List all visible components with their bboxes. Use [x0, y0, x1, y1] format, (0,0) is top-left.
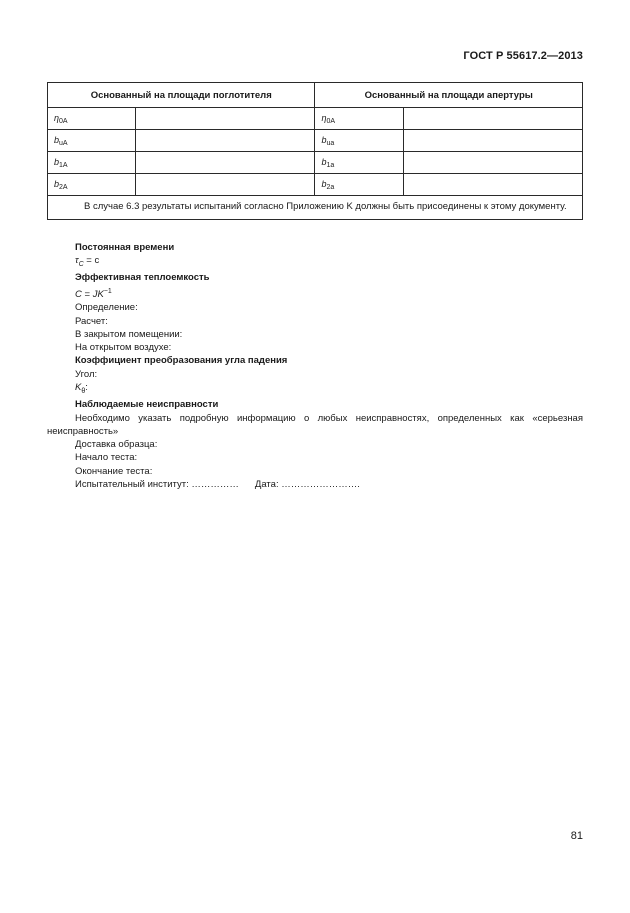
delivery-label: Доставка образца: — [75, 439, 158, 451]
page-number: 81 — [570, 830, 583, 842]
absorber-symbol-cell: $b_{2A}$ — [48, 174, 136, 196]
date-label: Дата: ……………………. — [254, 478, 360, 490]
test-end-label: Окончание теста: — [75, 465, 153, 477]
time-constant-heading: Постоянная времени — [75, 242, 175, 253]
aperture-value-cell — [403, 152, 582, 174]
table-note-text: В случае 6.3 результаты испытаний согласно Приложению K должны быть присоединены к этому документу. — [84, 201, 567, 212]
absorber-value-cell — [136, 108, 315, 130]
k-theta-label: $K_\theta$: — [75, 382, 88, 395]
test-start-label: Начало теста: — [75, 452, 138, 464]
aperture-symbol-cell: $\eta_{0A}$ — [315, 108, 403, 130]
aperture-area-column-header: Основанный на площади апертуры — [315, 83, 583, 108]
table-row — [48, 152, 583, 174]
document-standard-header: ГОСТ Р 55617.2—2013 — [463, 50, 583, 62]
heat-capacity-formula: $C = JK^{-1}$ — [75, 287, 112, 300]
faults-text: Необходимо указать подробную информацию о любых неисправностях, определенных как «серьезная неисправность» — [47, 412, 583, 437]
table-row — [48, 108, 583, 130]
table-note-row — [48, 196, 583, 220]
aperture-value-cell — [403, 174, 582, 196]
table-note — [48, 196, 583, 220]
absorber-symbol-cell: $b_{1A}$ — [48, 152, 136, 174]
indoor-label: В закрытом помещении: — [75, 328, 183, 340]
aperture-value-cell — [403, 108, 582, 130]
aperture-symbol-cell: $b_{1a}$ — [315, 152, 403, 174]
aperture-value-cell — [403, 130, 582, 152]
absorber-value-cell — [136, 152, 315, 174]
institute-label: Испытательный институт: …………… — [75, 478, 239, 490]
report-body — [47, 241, 583, 491]
table-header-row — [48, 83, 583, 108]
time-constant-formula: $\tau_C = с$ — [75, 255, 100, 269]
aperture-symbol-cell: $b_{2a}$ — [315, 174, 403, 196]
institute-date-line — [47, 478, 583, 491]
absorber-symbol-cell: $\eta_{0A}$ — [48, 108, 136, 130]
calculation-label: Расчет: — [75, 315, 108, 327]
table-row — [48, 174, 583, 196]
absorber-symbol-cell: $b_{uA}$ — [48, 130, 136, 152]
absorber-value-cell — [136, 130, 315, 152]
faults-heading: Наблюдаемые неисправности — [75, 399, 219, 411]
absorber-area-column-header: Основанный на площади поглотителя — [48, 83, 315, 108]
table-row — [48, 130, 583, 152]
angle-label: Угол: — [75, 368, 98, 380]
definition-label: Определение: — [75, 302, 138, 314]
aperture-symbol-cell: $b_{ua}$ — [315, 130, 403, 152]
heat-capacity-heading: Эффективная теплоемкость — [75, 272, 210, 284]
parameters-table — [47, 82, 583, 220]
absorber-value-cell — [136, 174, 315, 196]
outdoor-label: На открытом воздухе: — [75, 342, 172, 354]
iam-heading: Коэффициент преобразования угла падения — [75, 355, 288, 367]
